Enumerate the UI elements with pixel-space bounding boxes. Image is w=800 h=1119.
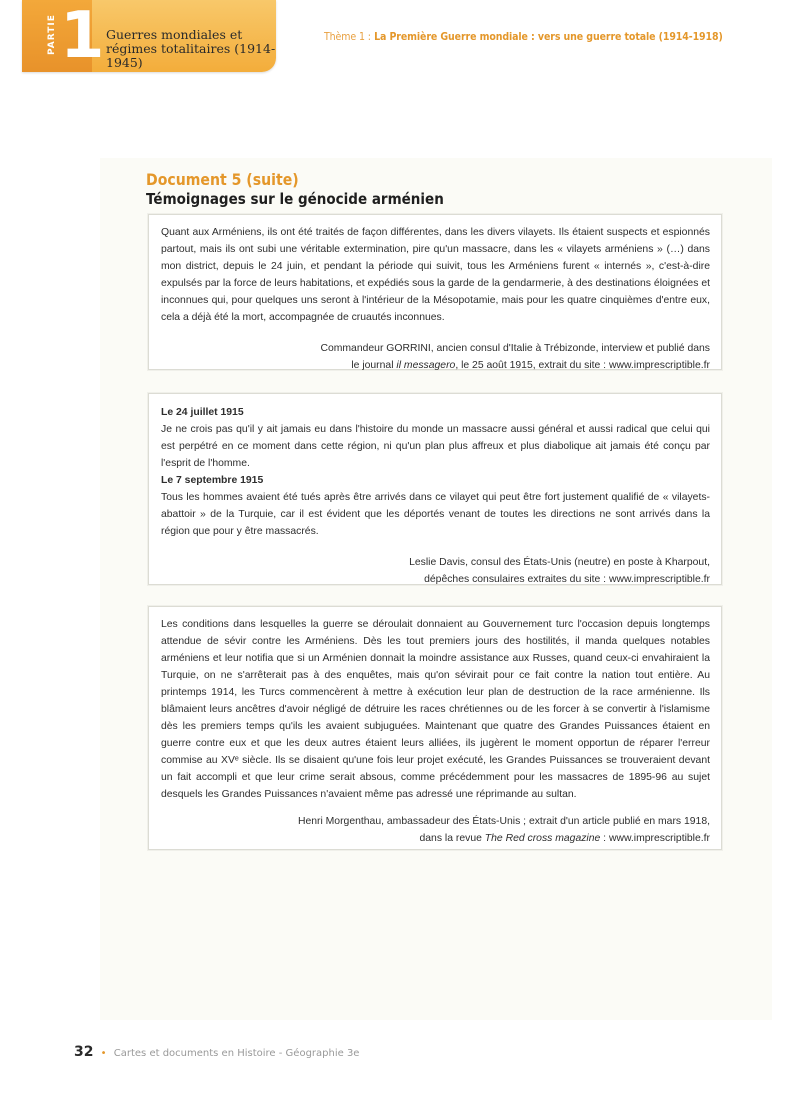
source-line (161, 357, 710, 374)
source-publication: il messagero (396, 360, 456, 371)
testimony-box-gorrini (148, 214, 722, 370)
document-title: Document 5 (suite) (146, 170, 299, 189)
theme-title: La Première Guerre mondiale : vers une guerre totale (1914-1918) (374, 31, 723, 43)
partie-number: 1 (60, 0, 105, 73)
testimony-text: Tous les hommes avaient été tués après être arrivés dans ce vilayet qui peut être fort justement qualifié de « vilayets-abattoir » de la Turquie, car il est évident que les déportés venant de toutes les directions ne sont arrivés dans la région que pour y être massacrés. (161, 492, 710, 537)
testimony-source (161, 554, 710, 588)
testimony-text: Les conditions dans lesquelles la guerre se déroulait donnaient au Gouvernement turc l'occasion depuis longtemps attendue de sévir contre les Arméniens. Dès les tout premiers jours des hostilités, il manda quelques notables arméniens et leur notifia que si un Arménien donnait la moindre assistance aux Russes, quand ceux-ci envahiraient la Turquie, on ne s'arrêterait pas à des enquêtes, mais qu'on sévirait pour ce fait contre la nation tout entière. Au printemps 1914, les Turcs commencèrent à mettre à exécution leur plan de destruction de la race arménienne. Ils blâmaient leurs ancêtres d'avoir négligé de détruire les races chrétiennes ou de les forcer à se convertir à l'islamisme dès les premiers temps qu'ils les avaient subjuguées. Maintenant que quatre des Grandes Puissances étaient en guerre contre eux et que les deux autres étaient leurs alliées, ils jugèrent le moment opportun de réparer l'erreur commise au XVᵉ siècle. Ils se disaient qu'une fois leur projet exécuté, les Grandes Puissances se trouveraient devant un fait accompli et que leur crime serait absous, comme précédemment pour les massacres de 1895-96 au sujet desquels les Grandes Puissances n'avaient même pas adressé une réprimande au sultan. (161, 619, 710, 800)
source-line: Leslie Davis, consul des États-Unis (neutre) en poste à Kharpout, (409, 557, 710, 568)
testimony-text: Quant aux Arméniens, ils ont été traités de façon différentes, dans les divers vilayets. Ils étaient suspects et espionnés partout, mais ils ont subi une véritable extermination, pire qu'un massacre, dans les « vilayets arméniens » (…) dans mon district, depuis le 24 juin, et pendant la période qui suivit, tous les Arméniens furent « internés », c'est-à-dire expulsés par la force de leurs habitations, et expédiés sous la garde de la gendarmerie, à des destinations éloignées et inconnues qui, pour quelques uns seront à l'intérieur de la Mésopotamie, mais pour les quatre cinquièmes d'entre eux, cela a déjà été la mort, accompagnée de cruautés inconnues. (161, 227, 710, 323)
dispatch-date: Le 24 juillet 1915 (161, 407, 244, 418)
source-line (161, 830, 710, 847)
source-text: le journal (351, 360, 397, 371)
testimony-text: Je ne crois pas qu'il y ait jamais eu dans l'histoire du monde un massacre aussi général et aussi radical que celui qui est perpétré en ce moment dans cette région, ni qu'un plan plus affreux et plus diabolique ait jamais été conçu par l'esprit de l'homme. (161, 424, 710, 469)
source-text: : www.imprescriptible.fr (600, 833, 710, 844)
document-subtitle: Témoignages sur le génocide arménien (146, 190, 444, 208)
part-tab (22, 0, 276, 72)
part-title: Guerres mondiales et régimes totalitaires (1914-1945) (106, 27, 276, 70)
source-line: dépêches consulaires extraites du site : www.imprescriptible.fr (424, 574, 710, 585)
testimony-source (161, 813, 710, 847)
testimony-box-morgenthau (148, 606, 722, 850)
source-line: Henri Morgenthau, ambassadeur des États-Unis ; extrait d'un article publié en mars 1918, (297, 816, 710, 827)
partie-label: PARTIE (47, 14, 57, 55)
footer-bullet: • (100, 1048, 107, 1059)
book-title: Cartes et documents en Histoire - Géographie 3e (113, 1048, 360, 1059)
page-footer (74, 1044, 359, 1060)
page-number: 32 (74, 1044, 94, 1060)
theme-heading (324, 31, 723, 43)
source-text: dans la revue (419, 833, 485, 844)
source-publication: The Red cross magazine (484, 833, 601, 844)
testimony-source (161, 340, 710, 374)
testimony-box-davis (148, 393, 722, 585)
dispatch-date: Le 7 septembre 1915 (161, 475, 264, 486)
theme-label: Thème 1 : (324, 31, 371, 43)
source-line: Commandeur GORRINI, ancien consul d'Italie à Trébizonde, interview et publié dans (320, 343, 710, 354)
source-text: , le 25 août 1915, extrait du site : www.imprescriptible.fr (455, 360, 710, 371)
